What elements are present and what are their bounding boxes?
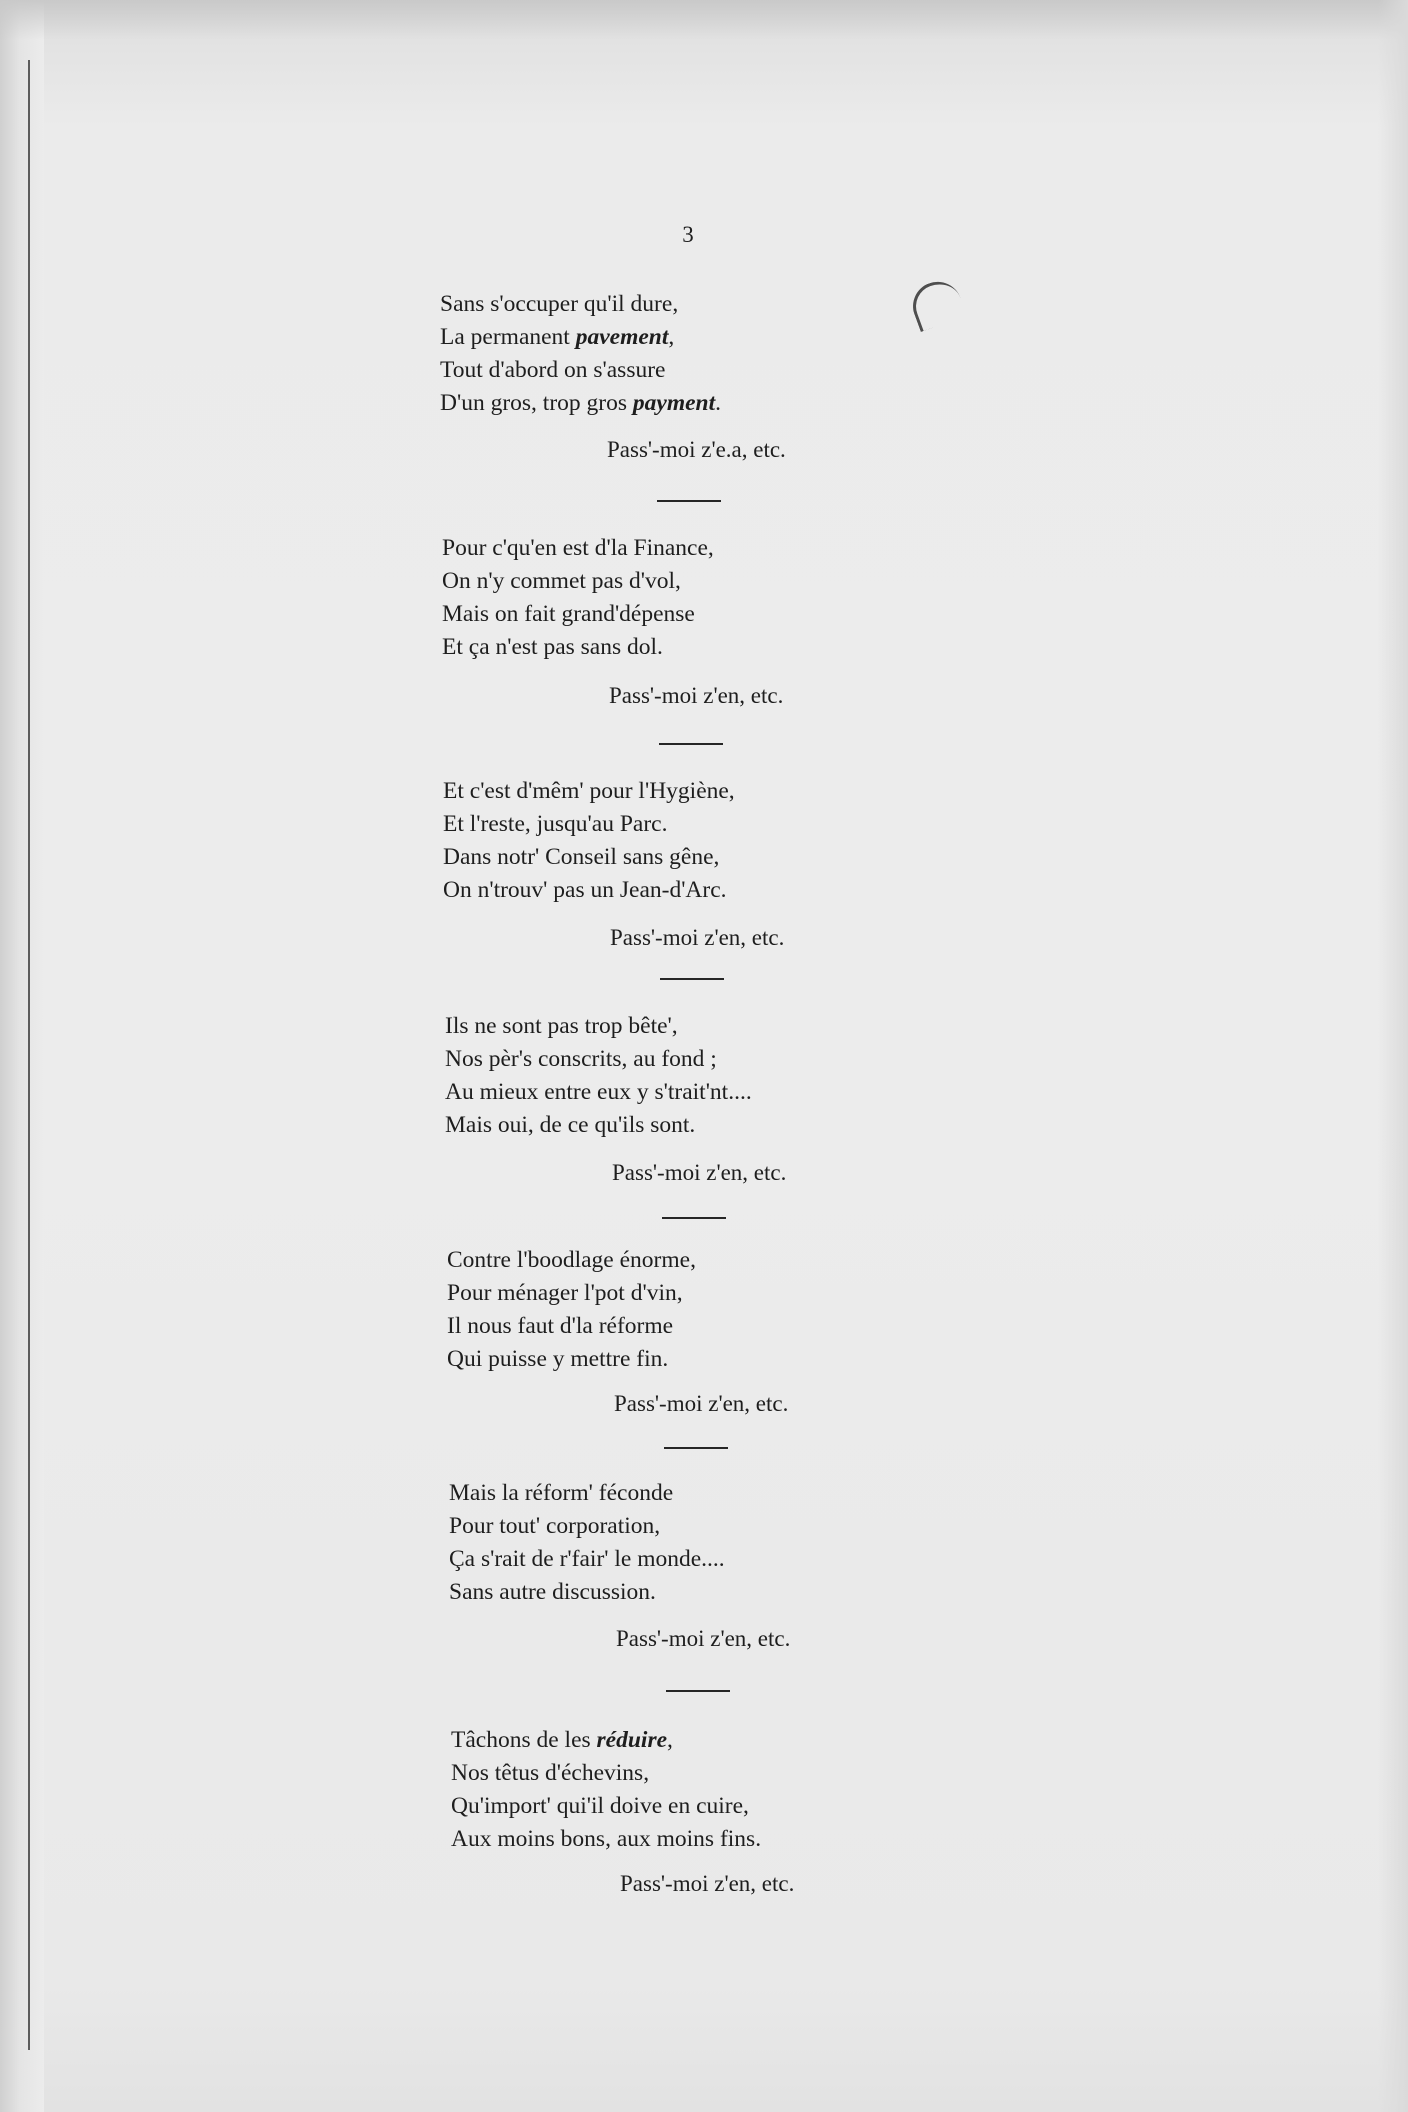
verse-punctuation: .: [715, 390, 722, 416]
verse-text: Et c'est d'mêm' pour l'Hygiène,: [443, 778, 735, 804]
top-edge-shadow: [0, 0, 1408, 40]
verse-line: [443, 775, 735, 808]
verse-text: On n'y commet pas d'vol,: [442, 568, 681, 594]
verse-text: La permanent: [440, 324, 576, 350]
stanza: [442, 532, 714, 664]
verse-line: [442, 532, 714, 565]
refrain: Pass'-moi z'e.a, etc.: [607, 437, 786, 462]
verse-text: Qui puisse y mettre fin.: [447, 1346, 669, 1372]
verse-text: Et l'reste, jusqu'au Parc.: [443, 811, 668, 837]
page-binding-shadow: [0, 0, 44, 2112]
verse-text: Qu'import' qui'il doive en cuire,: [451, 1793, 749, 1819]
stanza-divider: [657, 500, 721, 502]
verse-text: Au mieux entre eux y s'trait'nt....: [445, 1079, 752, 1105]
refrain: Pass'-moi z'en, etc.: [616, 1626, 791, 1651]
verse-line: [443, 874, 735, 907]
refrain: Pass'-moi z'en, etc.: [612, 1160, 787, 1185]
stanza-divider: [660, 978, 724, 980]
verse-line: [443, 841, 735, 874]
verse-text: Mais oui, de ce qu'ils sont.: [445, 1112, 696, 1138]
verse-line: [449, 1543, 725, 1576]
verse-text: Mais la réform' féconde: [449, 1480, 674, 1506]
verse-punctuation: ,: [667, 1727, 673, 1753]
verse-text: Et ça n'est pas sans dol.: [442, 634, 663, 660]
verse-line: [447, 1343, 696, 1376]
stanza-divider: [664, 1447, 728, 1449]
verse-text: Pour c'qu'en est d'la Finance,: [442, 535, 714, 561]
verse-line: [440, 354, 721, 387]
verse-line: [451, 1823, 761, 1856]
verse-text: On n'trouv' pas un Jean-d'Arc.: [443, 877, 727, 903]
right-edge-shadow: [1378, 0, 1408, 2112]
verse-text: D'un gros, trop gros: [440, 390, 633, 416]
stanza: [447, 1244, 696, 1376]
ink-mark: [906, 275, 967, 332]
verse-text: Mais on fait grand'dépense: [442, 601, 695, 627]
verse-line: [449, 1510, 725, 1543]
verse-text: Ça s'rait de r'fair' le monde....: [449, 1546, 725, 1572]
verse-line: [447, 1244, 696, 1277]
verse-emphasis: réduire: [596, 1727, 668, 1753]
verse-line: [451, 1790, 761, 1823]
verse-emphasis: pavement: [575, 324, 669, 350]
verse-line: [445, 1043, 752, 1076]
verse-line: [442, 631, 714, 664]
refrain: Pass'-moi z'en, etc.: [614, 1391, 789, 1416]
verse-line: [442, 565, 714, 598]
verse-text: Pour tout' corporation,: [449, 1513, 661, 1539]
verse-text: Nos têtus d'échevins,: [451, 1760, 650, 1786]
binding-edge-line: [28, 60, 30, 2050]
verse-text: Aux moins bons, aux moins fins.: [451, 1826, 762, 1852]
stanza: [440, 288, 721, 420]
verse-text: Sans autre discussion.: [449, 1579, 656, 1605]
stanza-divider: [659, 743, 723, 745]
verse-text: Tâchons de les: [451, 1727, 597, 1753]
verse-line: [447, 1310, 696, 1343]
refrain: Pass'-moi z'en, etc.: [610, 925, 785, 950]
verse-text: Sans s'occuper qu'il dure,: [440, 291, 679, 317]
verse-line: [440, 321, 721, 354]
stanza: [443, 775, 735, 907]
refrain: Pass'-moi z'en, etc.: [609, 683, 784, 708]
verse-line: [440, 288, 721, 321]
verse-line: [447, 1277, 696, 1310]
verse-line: [442, 598, 714, 631]
verse-text: Tout d'abord on s'assure: [440, 357, 666, 383]
stanza-divider: [662, 1217, 726, 1219]
verse-line: [445, 1109, 752, 1142]
stanza-divider: [666, 1690, 730, 1692]
verse-text: Ils ne sont pas trop bête',: [445, 1013, 678, 1039]
verse-line: [445, 1076, 752, 1109]
verse-punctuation: ,: [668, 324, 675, 350]
verse-line: [451, 1724, 761, 1757]
verse-line: [445, 1010, 752, 1043]
verse-emphasis: payment: [632, 390, 716, 416]
verse-text: Il nous faut d'la réforme: [447, 1313, 674, 1339]
verse-line: [449, 1576, 725, 1609]
stanza: [445, 1010, 752, 1142]
verse-text: Contre l'boodlage énorme,: [447, 1247, 696, 1273]
stanza: [449, 1477, 725, 1609]
refrain: Pass'-moi z'en, etc.: [620, 1871, 795, 1896]
verse-text: Pour ménager l'pot d'vin,: [447, 1280, 683, 1306]
verse-line: [443, 808, 735, 841]
verse-text: Dans notr' Conseil sans gêne,: [443, 844, 720, 870]
stanza: [451, 1724, 761, 1856]
verse-line: [449, 1477, 725, 1510]
page-number: 3: [682, 222, 694, 247]
verse-text: Nos pèr's conscrits, au fond ;: [445, 1046, 717, 1072]
verse-line: [451, 1757, 761, 1790]
verse-line: [440, 387, 721, 420]
